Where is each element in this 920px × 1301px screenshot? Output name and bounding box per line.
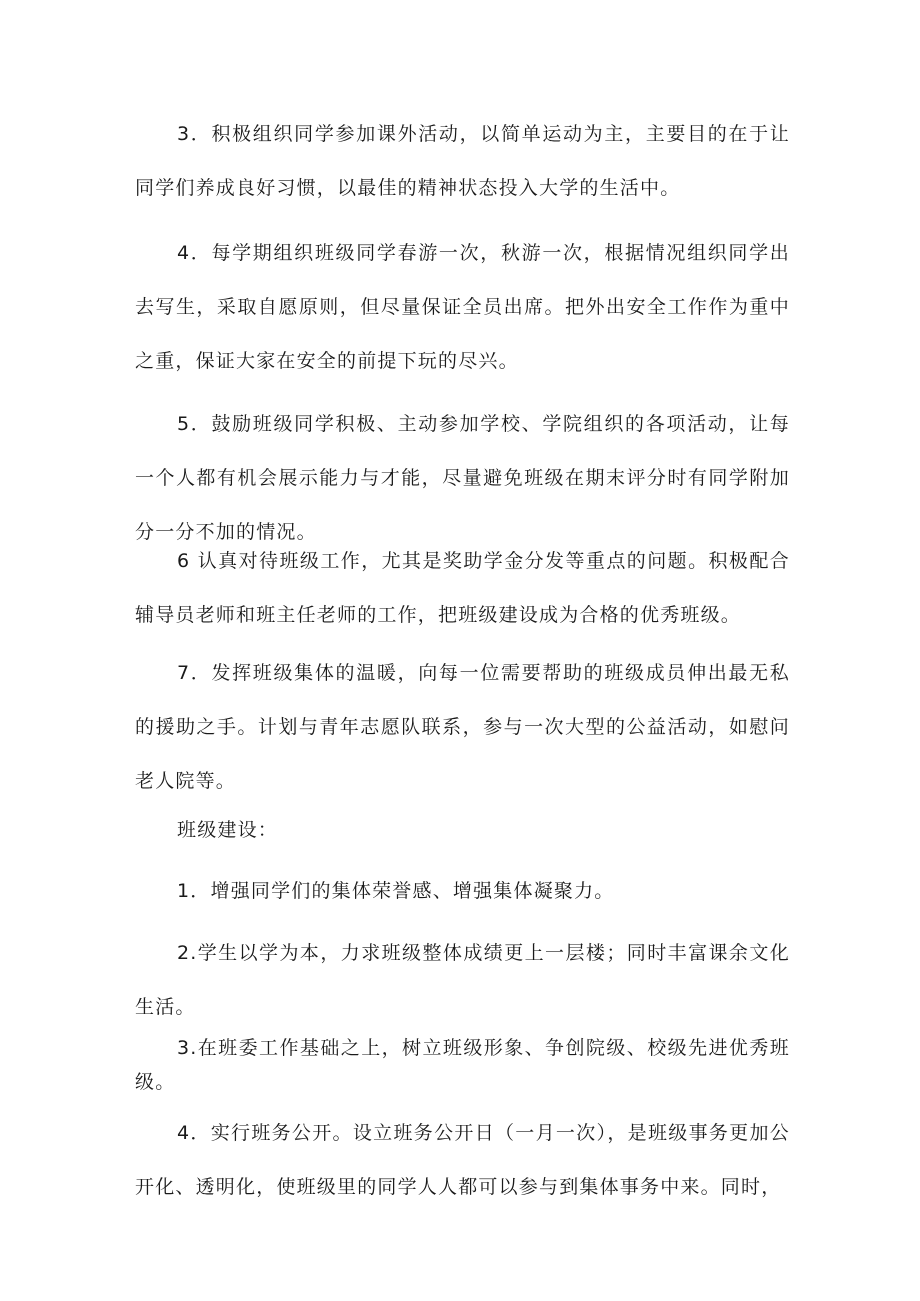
paragraph-activity-7: 7．发挥班级集体的温暖，向每一位需要帮助的班级成员伸出最无私的援助之手。计划与青年志愿队联系，参与一次大型的公益活动，如慰问老人院等。 <box>135 662 790 792</box>
paragraph-building-3: 3.在班委工作基础之上，树立班级形象、争创院级、校级先进优秀班级。 <box>135 1037 790 1093</box>
paragraph-building-4: 4．实行班务公开。设立班务公开日（一月一次），是班级事务更加公开化、透明化，使班级里的同学人人都可以参与到集体事务中来。同时， <box>135 1122 790 1198</box>
paragraph-activity-3: 3．积极组织同学参加课外活动，以简单运动为主，主要目的在于让同学们养成良好习惯，以最佳的精神状态投入大学的生活中。 <box>135 123 790 199</box>
paragraph-building-2: 2.学生以学为本，力求班级整体成绩更上一层楼；同时丰富课余文化生活。 <box>135 942 790 1018</box>
paragraph-activity-4: 4．每学期组织班级同学春游一次，秋游一次，根据情况组织同学出去写生，采取自愿原则，但尽量保证全员出席。把外出安全工作作为重中之重，保证大家在安全的前提下玩的尽兴。 <box>135 242 790 372</box>
section-heading-class-building: 班级建设： <box>177 819 279 841</box>
paragraph-building-1: 1．增强同学们的集体荣誉感、增强集体凝聚力。 <box>177 880 615 902</box>
paragraph-activity-5: 5．鼓励班级同学积极、主动参加学校、学院组织的各项活动，让每一个人都有机会展示能力与才能，尽量避免班级在期末评分时有同学附加分一分不加的情况。 <box>135 413 790 543</box>
paragraph-activity-6: 6 认真对待班级工作，尤其是奖助学金分发等重点的问题。积极配合辅导员老师和班主任老师的工作，把班级建设成为合格的优秀班级。 <box>135 550 790 626</box>
